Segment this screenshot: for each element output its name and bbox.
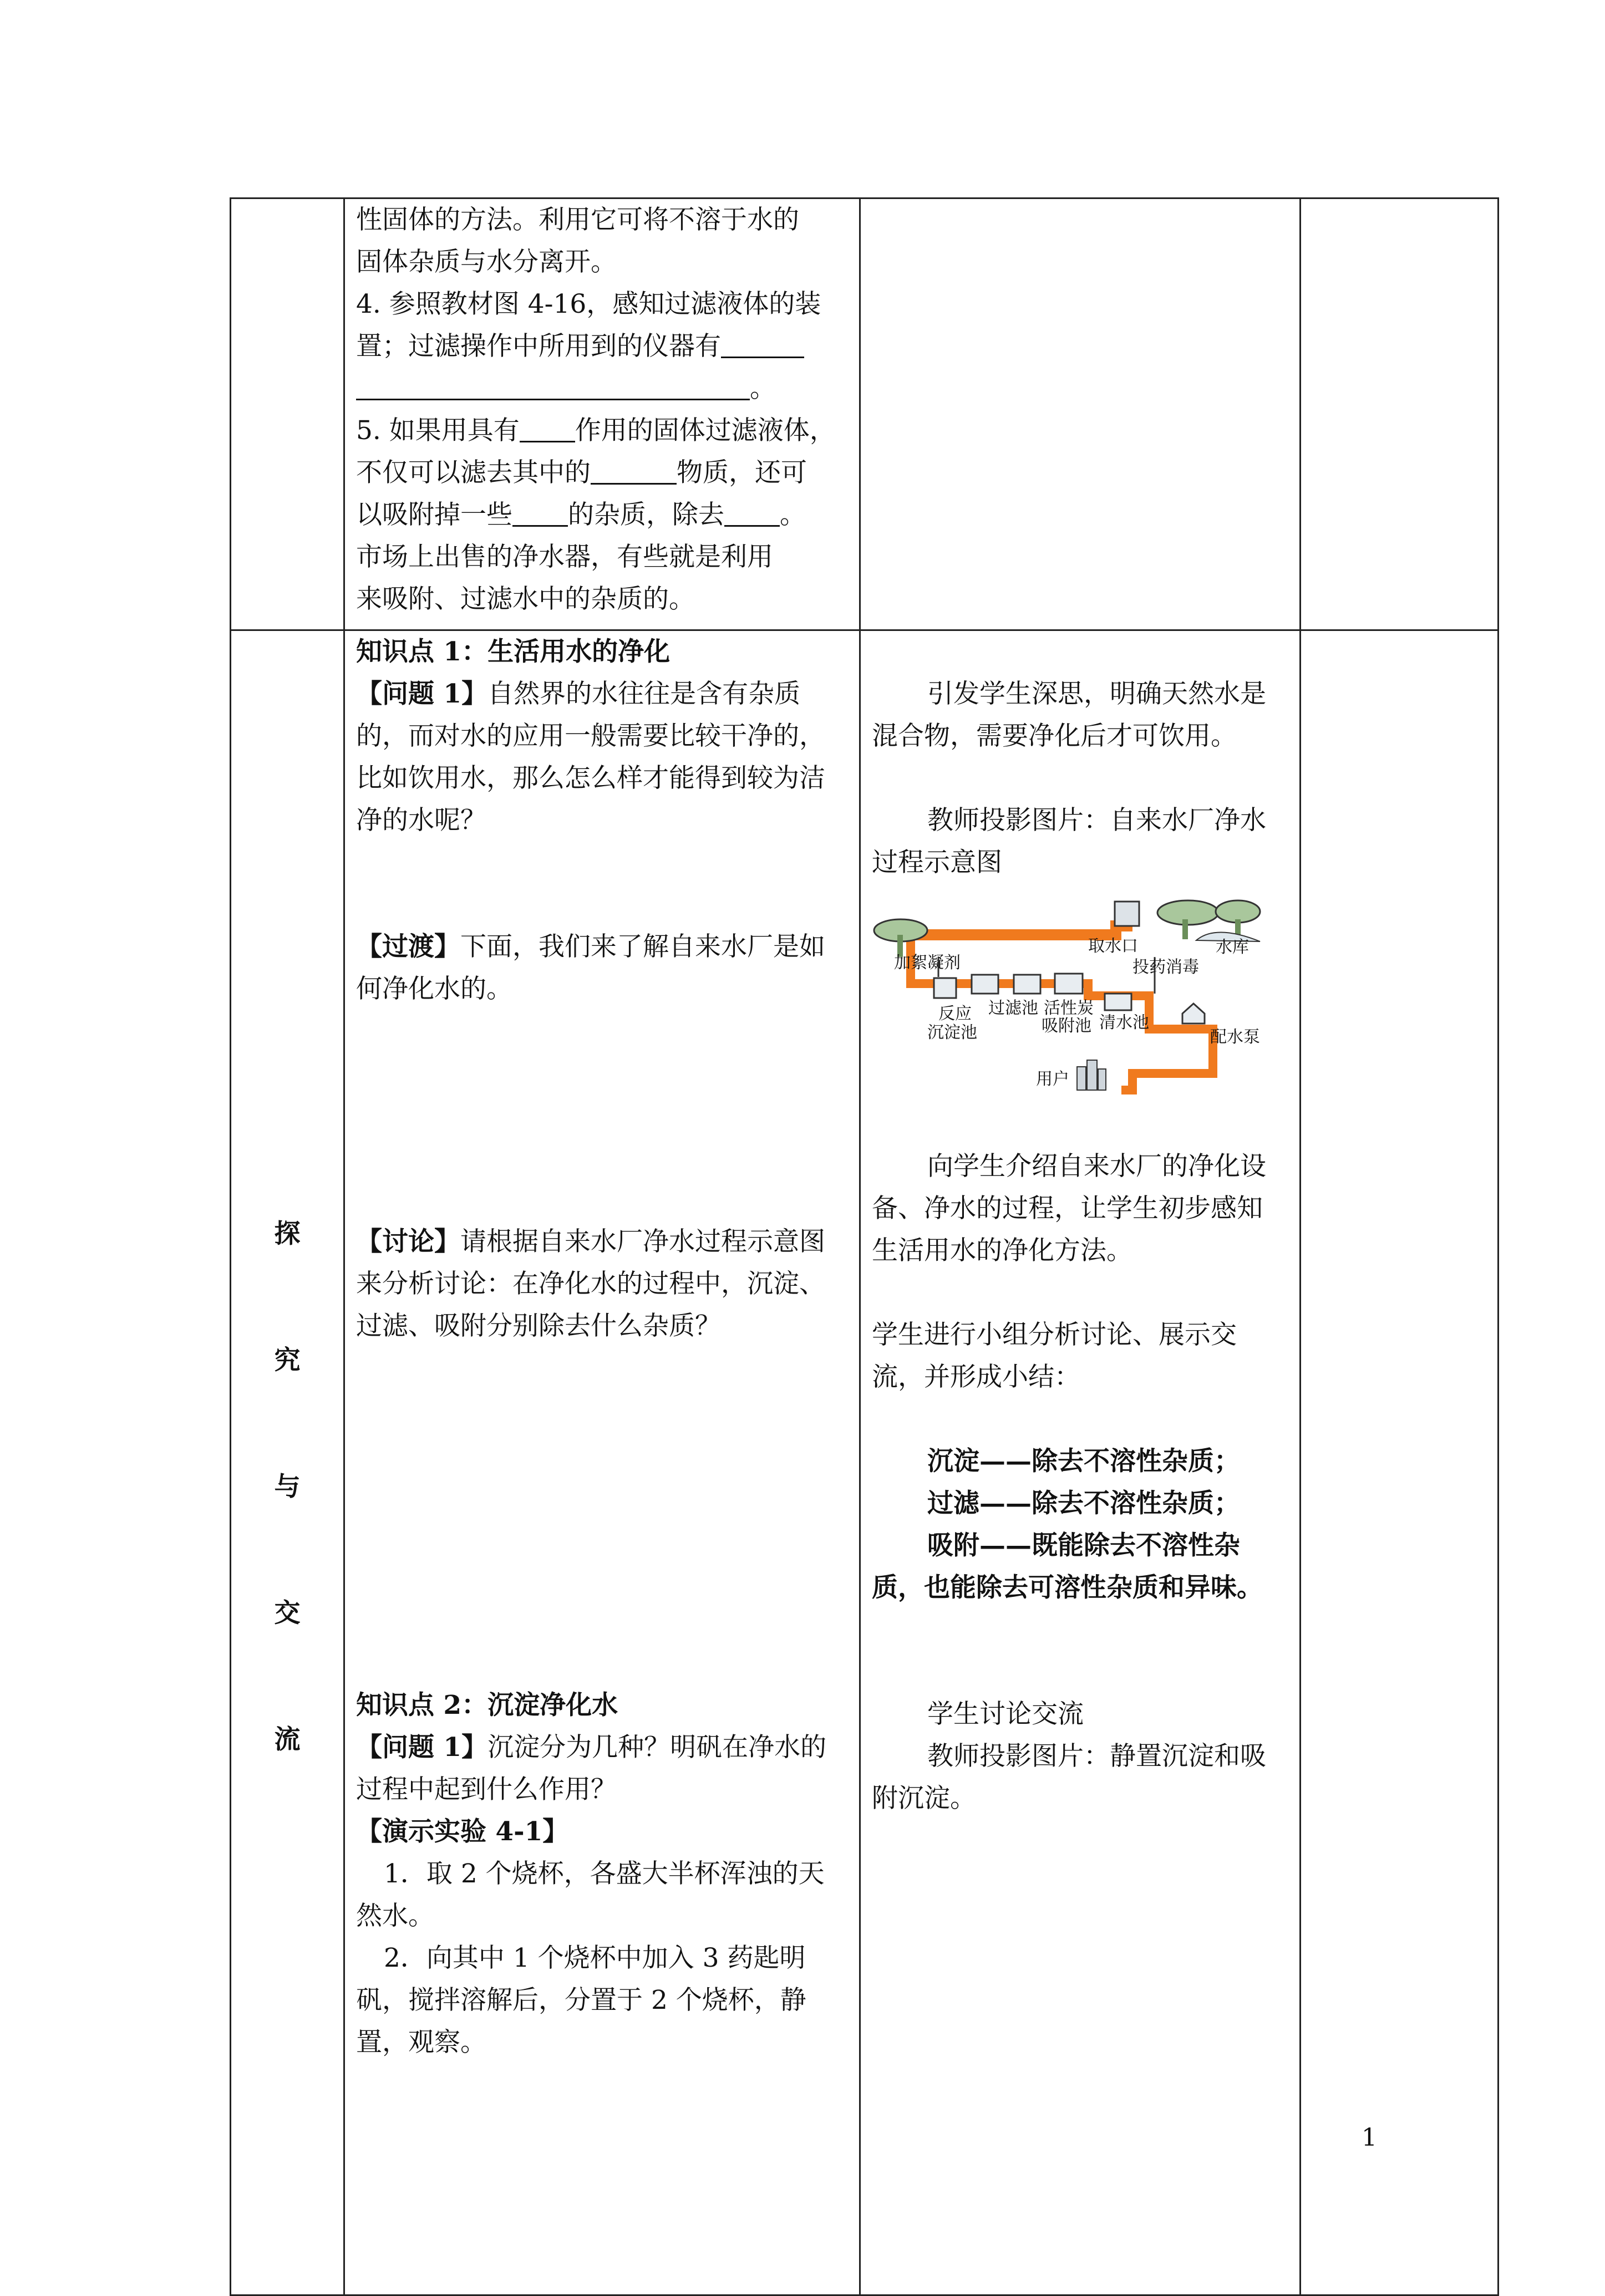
label-carbon: 活性炭 xyxy=(1044,999,1094,1018)
summary-line: 过滤——除去不溶性杂质； xyxy=(927,1488,1240,1519)
label-clear-water: 清水池 xyxy=(1099,1013,1149,1032)
notes-cell xyxy=(1301,198,1499,630)
summary-line: 沉淀——除去不溶性杂质； xyxy=(927,1446,1240,1477)
table-row xyxy=(231,198,1499,630)
water-treatment-diagram xyxy=(872,890,1271,1123)
blank-line xyxy=(356,371,750,400)
text-line: 固体杂质与水分离开。 xyxy=(356,247,617,277)
activity-paragraph: 学生讨论交流 xyxy=(927,1699,1084,1729)
stage-char: 究 xyxy=(274,1345,301,1376)
stage-cell xyxy=(231,198,344,630)
activity-paragraph: 向学生介绍自来水厂的净化设备、净水的过程，让学生初步感知生活用水的净化方法。 xyxy=(872,1151,1266,1266)
stage-char: 与 xyxy=(274,1472,301,1502)
demo-title: 【演示实验 4-1】 xyxy=(356,1816,569,1847)
notes-cell xyxy=(1301,630,1499,2295)
question-5-line: 不仅可以滤去其中的 物质，还可 xyxy=(356,452,848,494)
activity-paragraph: 教师投影图片：自来水厂净水过程示意图 xyxy=(872,805,1266,878)
table-row xyxy=(231,630,1499,2295)
knowledge-point-2-title: 知识点 2：沉淀净化水 xyxy=(356,1690,618,1720)
label-pump: 配水泵 xyxy=(1210,1027,1260,1047)
page-number: 1 xyxy=(1362,2124,1377,2152)
question-paragraph: 【问题 1】沉淀分为几种？明矾在净水的过程中起到什么作用？ xyxy=(356,1732,827,1805)
blank-line xyxy=(520,413,575,442)
label-reservoir: 水库 xyxy=(1216,938,1249,957)
lesson-plan-table xyxy=(230,197,1499,2296)
question-4-line: 4. 参照教材图 4-16，感知过滤液体的装 xyxy=(356,289,821,319)
label-intake: 取水口 xyxy=(1088,936,1138,956)
reservoir-icon xyxy=(1157,900,1260,941)
label-filter: 过滤池 xyxy=(988,999,1038,1018)
stage-char: 探 xyxy=(274,1219,301,1249)
demo-step: 2．向其中 1 个烧杯中加入 3 药匙明矾，搅拌溶解后，分置于 2 个烧杯，静置，观察。 xyxy=(356,1943,806,2058)
tree-icon xyxy=(874,919,927,957)
label-coagulant: 加絮凝剂 xyxy=(894,953,961,973)
question-4-line: 置；过滤操作中所用到的仪器有 xyxy=(356,325,848,368)
text-line: 来吸附、过滤水中的杂质的。 xyxy=(356,584,695,614)
text-line: 市场上出售的净水器，有些就是利用 xyxy=(356,542,773,572)
pipe xyxy=(911,926,1132,935)
blank-line xyxy=(512,497,568,527)
activity-paragraph: 教师投影图片：静置沉淀和吸附沉淀。 xyxy=(872,1741,1266,1814)
activity-paragraph: 引发学生深思，明确天然水是混合物，需要净化后才可饮用。 xyxy=(872,679,1266,751)
user-buildings-icon xyxy=(1077,1060,1106,1090)
stage-label xyxy=(242,631,332,2294)
question-5-line: 以吸附掉一些 的杂质，除去 。 xyxy=(356,494,848,536)
demo-step: 1．取 2 个烧杯，各盛大半杯浑浊的天然水。 xyxy=(356,1859,825,1931)
content-cell xyxy=(344,198,860,630)
summary-line: 吸附——既能除去不溶性杂质，也能除去可溶性杂质和异味。 xyxy=(872,1530,1263,1603)
label-sedimentation: 沉淀池 xyxy=(927,1023,977,1042)
intake-icon xyxy=(1115,902,1139,926)
stage-char: 流 xyxy=(274,1724,301,1755)
blank-line xyxy=(721,329,804,358)
discussion-paragraph: 【讨论】请根据自来水厂净水过程示意图来分析讨论：在净化水的过程中，沉淀、过滤、吸附分别除去什么杂质？ xyxy=(356,1226,825,1341)
label-user: 用户 xyxy=(1036,1070,1069,1089)
blank-line xyxy=(724,497,780,527)
label-adsorption: 吸附池 xyxy=(1042,1016,1091,1036)
question-5-line: 5. 如果用具有 作用的固体过滤液体， xyxy=(356,410,848,452)
content-cell xyxy=(344,630,860,2295)
label-disinfect: 投药消毒 xyxy=(1132,958,1199,977)
activity-cell xyxy=(860,198,1301,630)
label-reaction: 反应 xyxy=(938,1004,972,1024)
blank-line xyxy=(591,455,677,485)
text-line: 性固体的方法。利用它可将不溶于水的 xyxy=(356,205,799,235)
transition-paragraph: 【过渡】下面，我们来了解自来水厂是如何净化水的。 xyxy=(356,931,825,1004)
stage-char: 交 xyxy=(274,1598,301,1628)
activity-paragraph: 学生进行小组分析讨论、展示交流，并形成小结： xyxy=(872,1320,1237,1392)
stage-cell xyxy=(231,630,344,2295)
activity-cell xyxy=(860,630,1301,2295)
knowledge-point-1-title: 知识点 1：生活用水的净化 xyxy=(356,637,671,667)
question-4-line: 。 xyxy=(356,368,848,410)
question-paragraph: 【问题 1】自然界的水往往是含有杂质的，而对水的应用一般需要比较干净的，比如饮用水，那么怎么样才能得到较为洁净的水呢？ xyxy=(356,679,825,836)
